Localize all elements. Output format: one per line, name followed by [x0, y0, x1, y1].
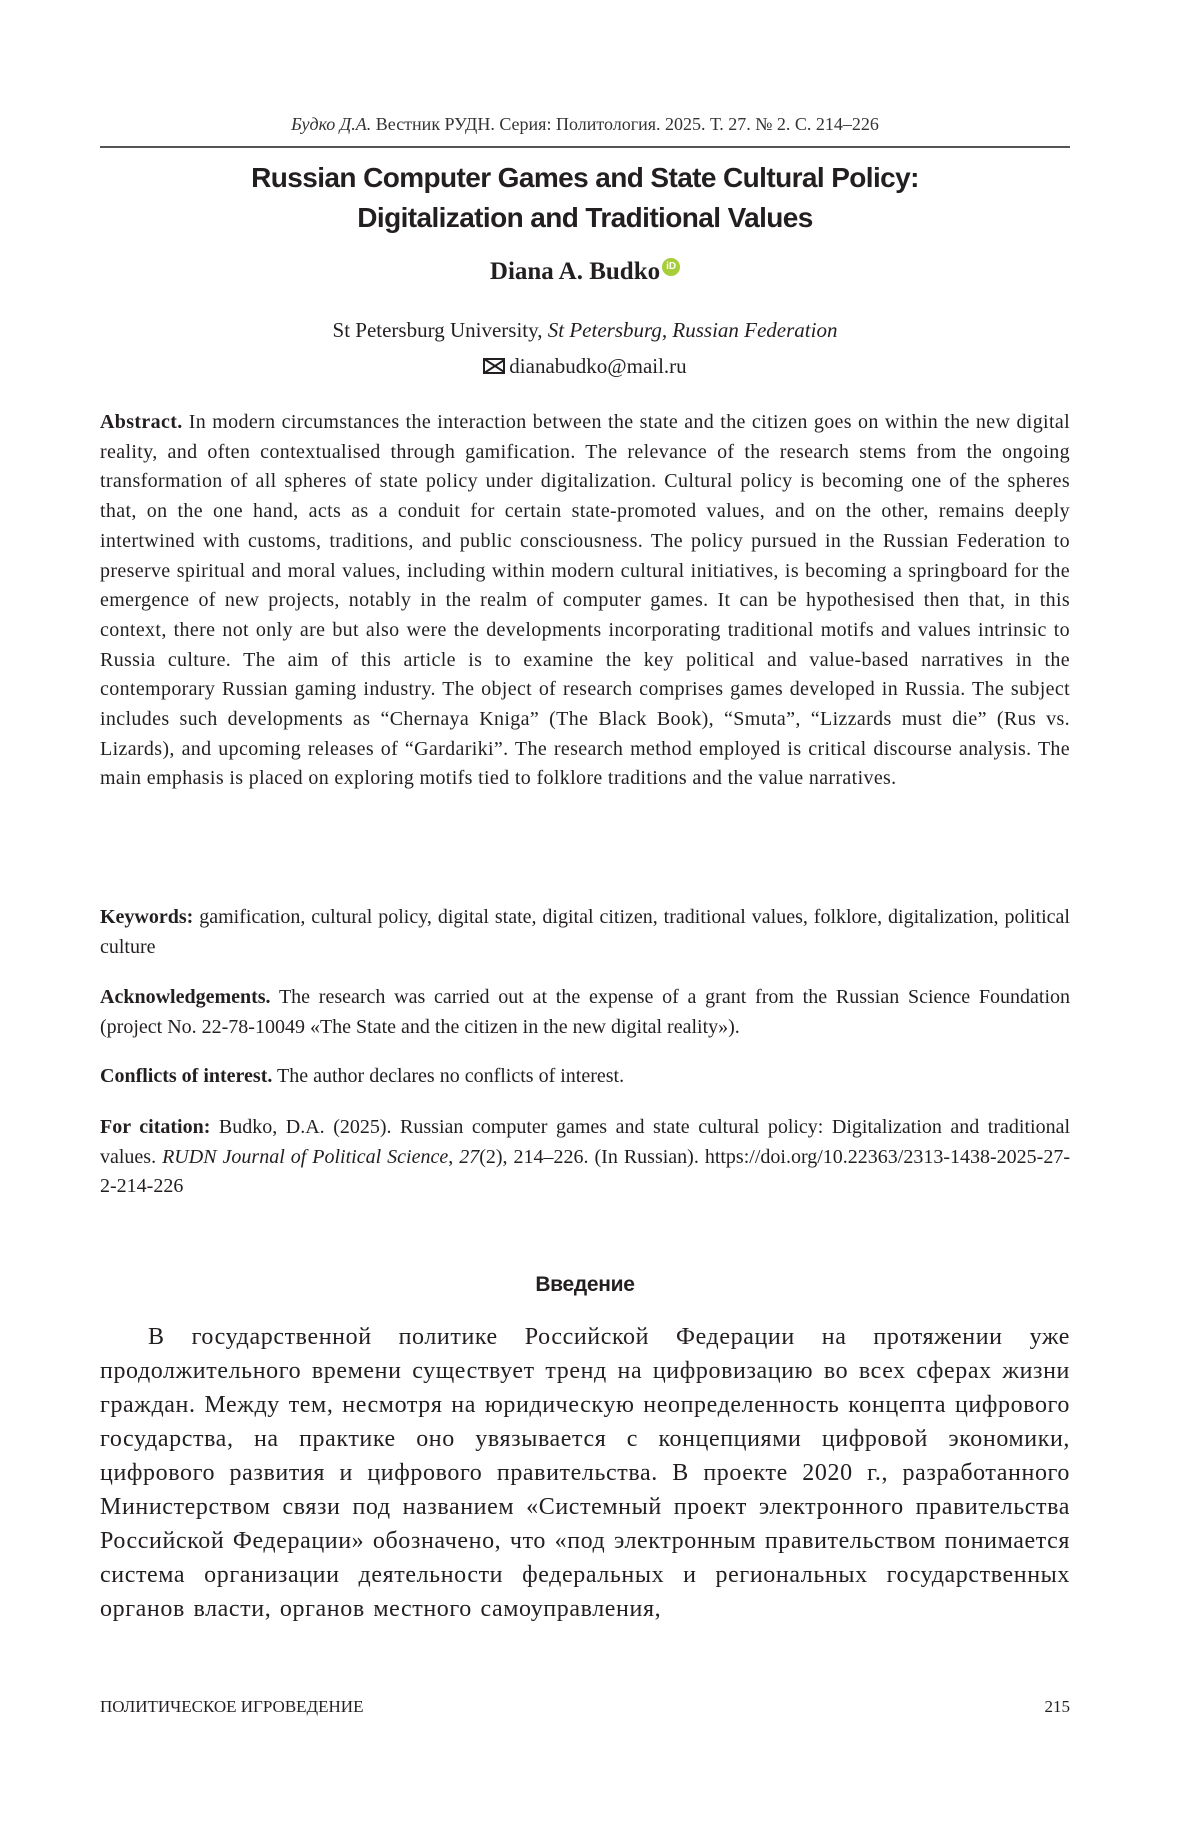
author-name: Diana A. Budko: [490, 258, 660, 285]
citation: [100, 1113, 1070, 1202]
running-header-author: Будко Д.А.: [291, 114, 371, 134]
keywords: [100, 903, 1070, 962]
keywords-text: gamification, cultural policy, digital state, digital citizen, traditional values, folklore, digitalization, political culture: [100, 906, 1070, 958]
acknowledgements: [100, 983, 1070, 1042]
citation-separator: ,: [448, 1146, 453, 1168]
running-header-journal: Вестник РУДН. Серия: Политология. 2025. Т. 27. № 2. С. 214–226: [376, 114, 879, 134]
citation-volume: 27: [459, 1146, 479, 1168]
orcid-icon[interactable]: iD: [662, 258, 680, 276]
envelope-icon: [483, 358, 505, 374]
conflicts-text: The author declares no conflicts of interest.: [277, 1065, 624, 1087]
header-divider: [100, 146, 1070, 148]
abstract-label: Abstract.: [100, 411, 183, 433]
title-line-2: Digitalization and Traditional Values: [100, 198, 1070, 238]
affiliation-university: St Petersburg University,: [333, 318, 543, 342]
title-line-1: Russian Computer Games and State Cultural Policy:: [100, 158, 1070, 198]
footer-section: ПОЛИТИЧЕСКОЕ ИГРОВЕДЕНИЕ: [100, 1697, 363, 1716]
email-address[interactable]: dianabudko@mail.ru: [509, 354, 686, 378]
keywords-label: Keywords:: [100, 906, 193, 928]
affiliation-location: St Petersburg, Russian Federation: [548, 318, 838, 342]
citation-text-1: Budko, D.A. (2025). Russian computer games and state cultural policy: Digitalization and traditional values.: [100, 1116, 1070, 1168]
running-header: [100, 114, 1070, 135]
abstract: [100, 408, 1070, 794]
page-footer: [100, 1697, 1070, 1717]
acknowledgements-label: Acknowledgements.: [100, 986, 271, 1008]
introduction-heading: Введение: [100, 1273, 1070, 1297]
citation-journal: RUDN Journal of Political Science: [162, 1146, 448, 1168]
conflicts-of-interest: [100, 1062, 1070, 1092]
introduction-paragraph: В государственной политике Российской Федерации на протяжении уже продолжительного времени существует тренд на цифровизацию во всех сферах жизни граждан. Между тем, несмотря на юридическую неопределенность концепта цифрового государства, на практике оно увязывается с концепциями цифровой экономики, цифрового развития и цифрового правительства. В проекте 2020 г., разработанного Министерством связи под названием «Системный проект электронного правительства Российской Федерации» обозначено, что «под электронным правительством понимается система организации деятельности федеральных и региональных государственных органов власти, органов местного самоуправления,: [100, 1320, 1070, 1626]
citation-label: For citation:: [100, 1116, 210, 1138]
email: [100, 354, 1070, 379]
abstract-text: In modern circumstances the interaction between the state and the citizen goes on within the new digital reality, and often contextualised through gamification. The relevance of the research stems from the ongoing transformation of all spheres of state policy under digitalization. Cultural policy is becoming one of the spheres that, on the one hand, acts as a conduit for certain state-promoted values, and on the other, remains deeply intertwined with customs, traditions, and public consciousness. The policy pursued in the Russian Federation to preserve spiritual and moral values, including within modern cultural initiatives, is becoming a springboard for the emergence of new projects, notably in the realm of computer games. It can be hypothesised then that, in this context, there not only are but also were the developments incorporating traditional motifs and values intrinsic to Russia culture. The aim of this article is to examine the key political and value-based narratives in the contemporary Russian gaming industry. The object of research comprises games developed in Russia. The subject includes such developments as “Chernaya Kniga” (The Black Book), “Smuta”, “Lizzards must die” (Rus vs. Lizards), and upcoming releases of “Gardariki”. The research method employed is critical discourse analysis. The main emphasis is placed on exploring motifs tied to folklore traditions and the value narratives.: [100, 411, 1070, 789]
affiliation: [100, 318, 1070, 343]
conflicts-label: Conflicts of interest.: [100, 1065, 272, 1087]
article-title: [100, 158, 1070, 238]
citation-text-2: (2), 214–226. (In Russian). https://doi.org/10.22363/2313-1438-2025-27-2-214-226: [100, 1146, 1070, 1198]
acknowledgements-text: The research was carried out at the expense of a grant from the Russian Science Foundation (project No. 22-78-10049 «The State and the citizen in the new digital reality»).: [100, 986, 1070, 1038]
author: [100, 258, 1070, 286]
page-number: 215: [1045, 1697, 1071, 1717]
